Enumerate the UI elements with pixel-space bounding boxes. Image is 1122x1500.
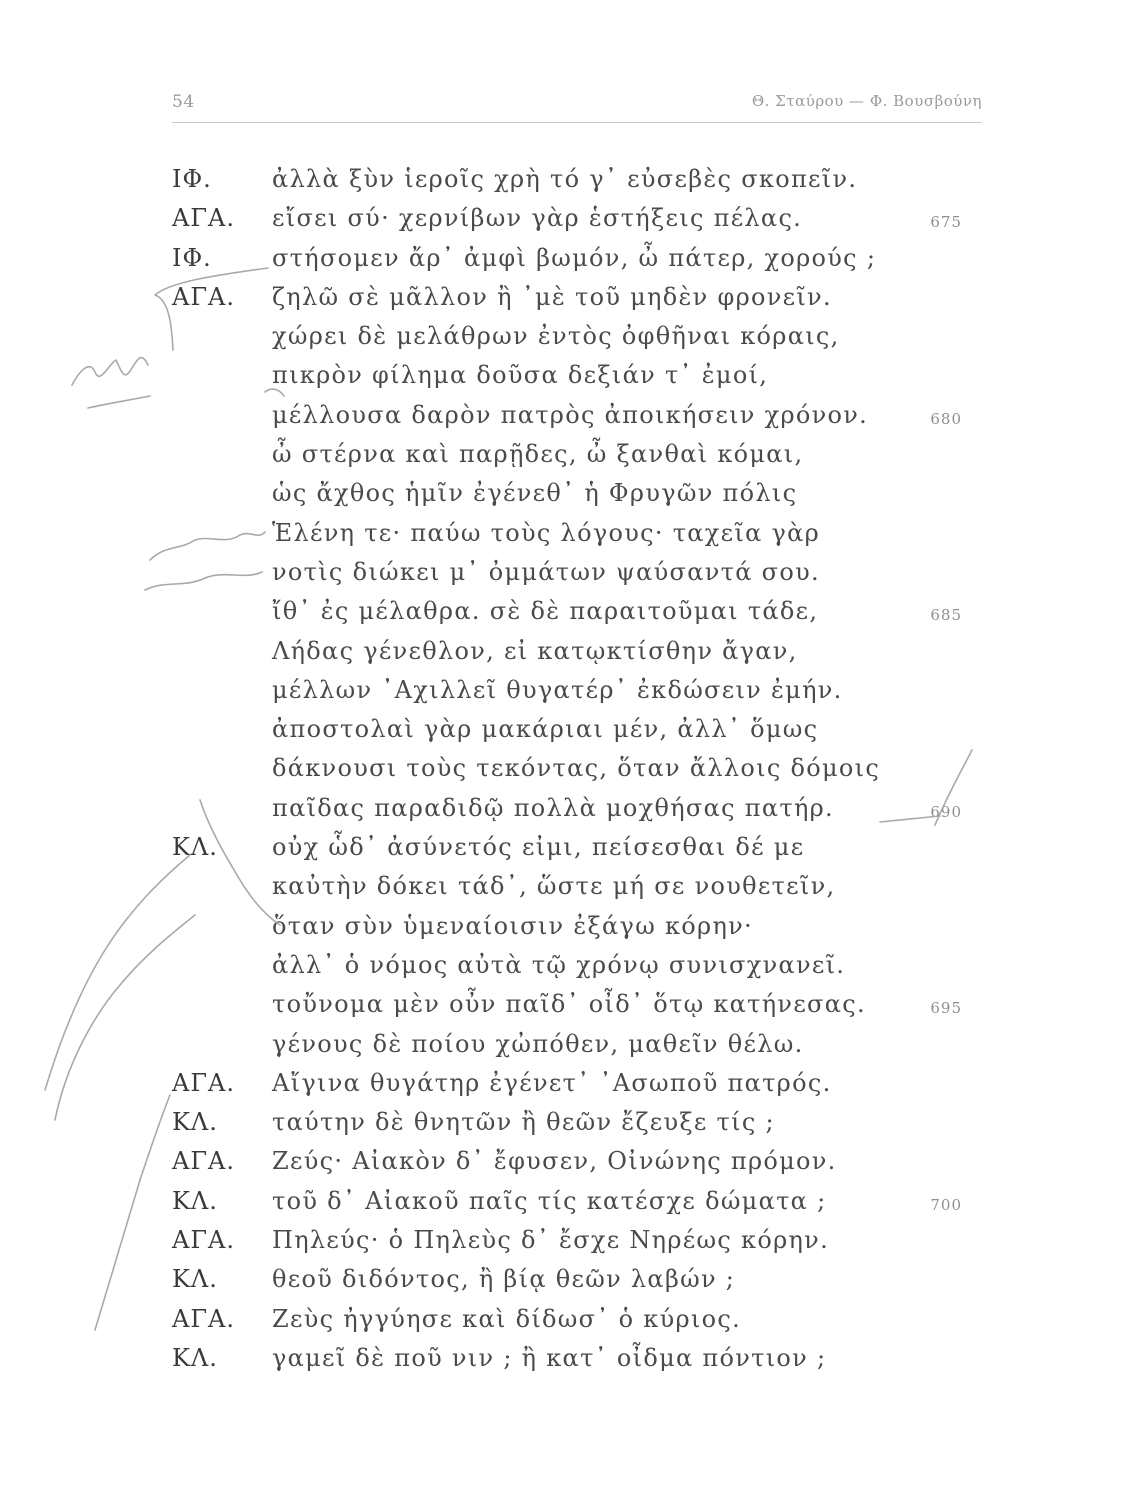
verse-line-text: ζηλῶ σὲ μᾶλλον ἢ ᾽μὲ τοῦ μηδὲν φρονεῖν.: [272, 282, 832, 311]
verse-line-text: παῖδας παραδιδῷ πολλὰ μοχθήσας πατήρ.: [272, 793, 834, 822]
verse-line-text: Ἑλένη τε· παύω τοὺς λόγους· ταχεῖα γὰρ: [272, 518, 821, 547]
verse-line: [0, 671, 1122, 710]
verse-line: [0, 907, 1122, 946]
verse-line-text: μέλλουσα δαρὸν πατρὸς ἀποικήσειν χρόνον.: [272, 400, 869, 429]
verse-line: [0, 317, 1122, 356]
verse-line: [0, 946, 1122, 985]
speaker-label: ΚΛ.: [172, 1108, 218, 1137]
verse-line: [0, 514, 1122, 553]
verse-line: [0, 1025, 1122, 1064]
verse-line: [0, 867, 1122, 906]
verse-line: [0, 749, 1122, 788]
line-number: 685: [930, 606, 962, 625]
verse-line-text: ὡς ἄχθος ἡμῖν ἐγένεθ᾽ ἡ Φρυγῶν πόλις: [272, 479, 798, 508]
speaker-label: ΑΓΑ.: [172, 1304, 235, 1333]
verse-line: [0, 789, 1122, 828]
verse-line: [0, 592, 1122, 631]
verse-line-text: ἀλλὰ ξὺν ἱεροῖς χρὴ τό γ᾽ εὐσεβὲς σκοπεῖν.: [272, 165, 858, 193]
page-header: [172, 92, 982, 118]
running-head: Θ. Σταύρου — Φ. Βουσβούνη: [751, 92, 982, 110]
line-number: 700: [930, 1195, 962, 1214]
verse-line: [0, 474, 1122, 513]
verse-line-text: δάκνουσι τοὺς τεκόντας, ὅταν ἄλλοις δόμοις: [272, 754, 881, 783]
verse-line-text: τοῦ δ᾽ Αἰακοῦ παῖς τίς κατέσχε δώματα ;: [272, 1186, 827, 1215]
verse-line: [0, 1064, 1122, 1103]
verse-line-text: νοτὶς διώκει μ᾽ ὀμμάτων ψαύσαντά σου.: [272, 557, 820, 586]
verse-line-text: ἀλλ᾽ ὁ νόμος αὐτὰ τῷ χρόνῳ συνισχνανεῖ.: [272, 950, 846, 979]
verse-line: [0, 828, 1122, 867]
speaker-label: ΚΛ.: [172, 1265, 218, 1294]
verse-line: [0, 1103, 1122, 1142]
speaker-label: ΚΛ.: [172, 833, 218, 862]
verse-line: [0, 632, 1122, 671]
verse-line: [0, 985, 1122, 1024]
verse-line-text: καὐτὴν δόκει τάδ᾽, ὥστε μή σε νουθετεῖν,: [272, 872, 836, 901]
line-number: 690: [930, 802, 962, 821]
verse-line-text: Ζεὺς ἠγγύησε καὶ δίδωσ᾽ ὁ κύριος.: [272, 1304, 741, 1333]
speaker-label: ΑΓΑ.: [172, 282, 235, 311]
verse-line-text: εἴσει σύ· χερνίβων γὰρ ἑστήξεις πέλας.: [272, 204, 803, 233]
verse-line-text: οὐχ ὧδ᾽ ἀσύνετός εἰμι, πείσεσθαι δέ με: [272, 833, 805, 862]
verse-line-text: θεοῦ διδόντος, ἢ βίᾳ θεῶν λαβών ;: [272, 1265, 736, 1294]
speaker-label: ΚΛ.: [172, 1186, 218, 1215]
verse-line: [0, 435, 1122, 474]
verse-line-text: γένους δὲ ποίου χὠπόθεν, μαθεῖν θέλω.: [272, 1029, 804, 1058]
verse-line: [0, 553, 1122, 592]
speaker-label: ΚΛ.: [172, 1343, 218, 1372]
speaker-label: ΑΓΑ.: [172, 1226, 235, 1255]
verse-line: [0, 356, 1122, 395]
verse-line-text: ταύτην δὲ θνητῶν ἢ θεῶν ἔζευξε τίς ;: [272, 1108, 775, 1137]
verse-line: [0, 1221, 1122, 1260]
verse-line: [0, 278, 1122, 317]
verse-line-text: Ζεύς· Αἰακὸν δ᾽ ἔφυσεν, Οἰνώνης πρόμον.: [272, 1147, 837, 1176]
page-number: 54: [172, 92, 195, 112]
speaker-label: ΙΦ.: [172, 165, 212, 193]
verse-line: [0, 1260, 1122, 1299]
speaker-label: ΙΦ.: [172, 243, 212, 272]
speaker-label: ΑΓΑ.: [172, 1068, 235, 1097]
verse-line: [0, 160, 1122, 199]
speaker-label: ΑΓΑ.: [172, 204, 235, 233]
verse-line-text: ὅταν σὺν ὑμεναίοισιν ἐξάγω κόρην·: [272, 911, 753, 940]
verse-line: [0, 1339, 1122, 1378]
verse-line-text: μέλλων ᾽Αχιλλεῖ θυγατέρ᾽ ἐκδώσειν ἐμήν.: [272, 675, 843, 704]
line-number: 695: [930, 999, 962, 1018]
verse-line-text: ἀποστολαὶ γὰρ μακάριαι μέν, ἀλλ᾽ ὅμως: [272, 715, 819, 744]
verse-line: [0, 396, 1122, 435]
verse-line: [0, 199, 1122, 238]
verse-line-text: Πηλεύς· ὁ Πηλεὺς δ᾽ ἔσχε Νηρέως κόρην.: [272, 1226, 829, 1255]
verse-line: [0, 1142, 1122, 1181]
verse-line-text: ὦ στέρνα καὶ παρῇδες, ὦ ξανθαὶ κόμαι,: [272, 440, 804, 469]
verse-line-text: τοὔνομα μὲν οὖν παῖδ᾽ οἶδ᾽ ὅτῳ κατήνεσας.: [272, 990, 866, 1019]
verse-line-text: στήσομεν ἄρ᾽ ἀμφὶ βωμόν, ὦ πάτερ, χορούς ;: [272, 243, 877, 272]
verse-line-text: χώρει δὲ μελάθρων ἐντὸς ὀφθῆναι κόραις,: [272, 322, 840, 351]
line-number: 675: [930, 213, 962, 232]
verse-line-text: πικρὸν φίλημα δοῦσα δεξιάν τ᾽ ἐμοί,: [272, 361, 769, 390]
verse-line: [0, 1300, 1122, 1339]
verse-line: [0, 710, 1122, 749]
line-number: 680: [930, 409, 962, 428]
verse-line-text: Λήδας γένεθλον, εἰ κατῳκτίσθην ἄγαν,: [272, 636, 798, 665]
verse-line-text: Αἴγινα θυγάτηρ ἐγένετ᾽ ᾽Ασωποῦ πατρός.: [272, 1068, 832, 1097]
verse-text: [0, 160, 1122, 1378]
verse-line-text: ἴθ᾽ ἐς μέλαθρα. σὲ δὲ παραιτοῦμαι τάδε,: [272, 597, 819, 626]
header-rule: [172, 122, 982, 123]
verse-line: [0, 239, 1122, 278]
verse-line: [0, 1182, 1122, 1221]
verse-line-text: γαμεῖ δὲ ποῦ νιν ; ἢ κατ᾽ οἶδμα πόντιον ;: [272, 1343, 827, 1372]
speaker-label: ΑΓΑ.: [172, 1147, 235, 1176]
